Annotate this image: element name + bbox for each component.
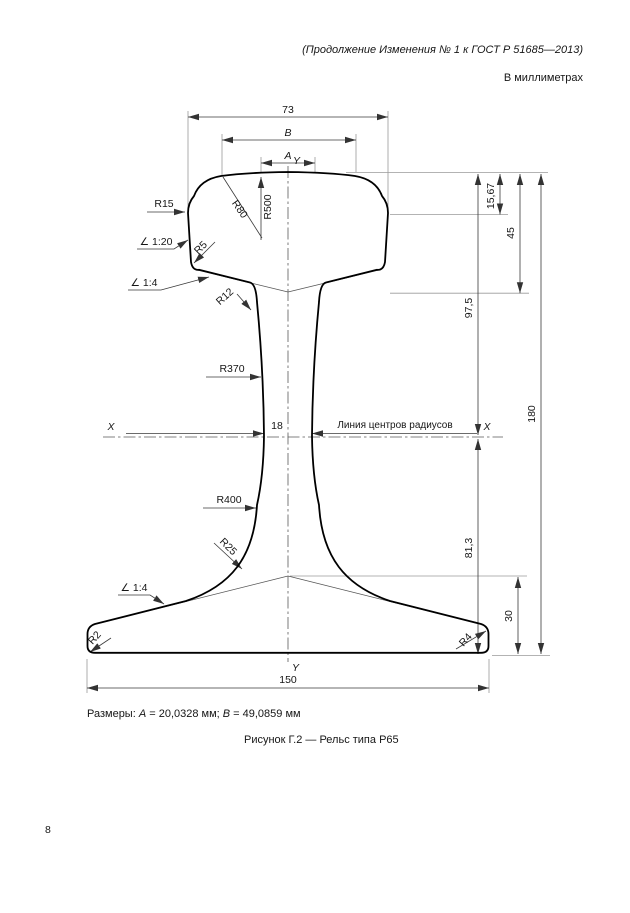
figure-caption: Рисунок Г.2 — Рельс типа Р65	[244, 734, 399, 746]
dimensions-note	[87, 708, 301, 720]
angle-icon: ∠	[139, 236, 149, 248]
axis-label-x-left: X	[107, 421, 115, 433]
dim-label-18: 18	[271, 420, 283, 432]
angle-icon: ∠	[130, 277, 140, 289]
dim-label-73: 73	[282, 104, 294, 116]
radius-label-r370: R370	[219, 363, 245, 375]
slope-label-1-20: ∠ 1:20	[139, 236, 173, 248]
dimension-labels	[86, 104, 538, 686]
dim-label-30: 30	[503, 610, 515, 622]
leader-slope-1-4-upper	[128, 277, 209, 290]
units-note: В миллиметрах	[503, 72, 583, 84]
radius-label-r15: R15	[154, 198, 174, 210]
axis-label-y-bottom: Y	[292, 662, 300, 674]
header-note: (Продолжение Изменения № 1 к ГОСТ Р 51685—2013)	[302, 44, 583, 56]
radius-label-r80: R80	[229, 197, 250, 221]
slope-label-1-4-upper: ∠ 1:4	[130, 277, 158, 289]
dimension-a-value: = 20,0328 мм;	[146, 708, 223, 720]
angle-icon: ∠	[120, 582, 130, 594]
dim-label-150: 150	[279, 674, 297, 686]
centers-line-label: Линия центров радиусов	[337, 420, 453, 431]
radius-label-r25: R25	[217, 535, 240, 558]
radius-label-r5: R5	[191, 238, 210, 257]
dim-label-45: 45	[505, 227, 517, 239]
dimension-a-symbol: A	[138, 708, 147, 720]
page-number: 8	[45, 824, 51, 836]
dim-label-97-5: 97,5	[463, 297, 475, 319]
dim-label-180: 180	[526, 405, 538, 423]
dim-label-A: A	[284, 150, 292, 162]
dim-label-15-67: 15,67	[485, 182, 497, 210]
dimension-b-value: = 49,0859 мм	[230, 708, 301, 720]
radius-label-r2: R2	[85, 628, 104, 648]
radius-label-r12: R12	[213, 285, 237, 308]
dimensions-note-prefix: Размеры:	[87, 708, 139, 720]
leader-slope-1-4-lower	[118, 595, 164, 604]
radius-label-r500: R500	[262, 194, 274, 220]
dim-label-81-3: 81,3	[463, 537, 475, 559]
dimension-b-symbol: B	[222, 708, 231, 720]
radius-label-r400: R400	[216, 494, 242, 506]
slope-label-1-4-lower: ∠ 1:4	[120, 582, 148, 594]
radius-label-r4: R4	[456, 630, 475, 650]
axis-label-x-right: X	[483, 421, 491, 433]
dim-label-B: B	[284, 127, 292, 139]
axis-label-y-top: Y	[293, 155, 301, 167]
leader-r12	[237, 294, 251, 310]
